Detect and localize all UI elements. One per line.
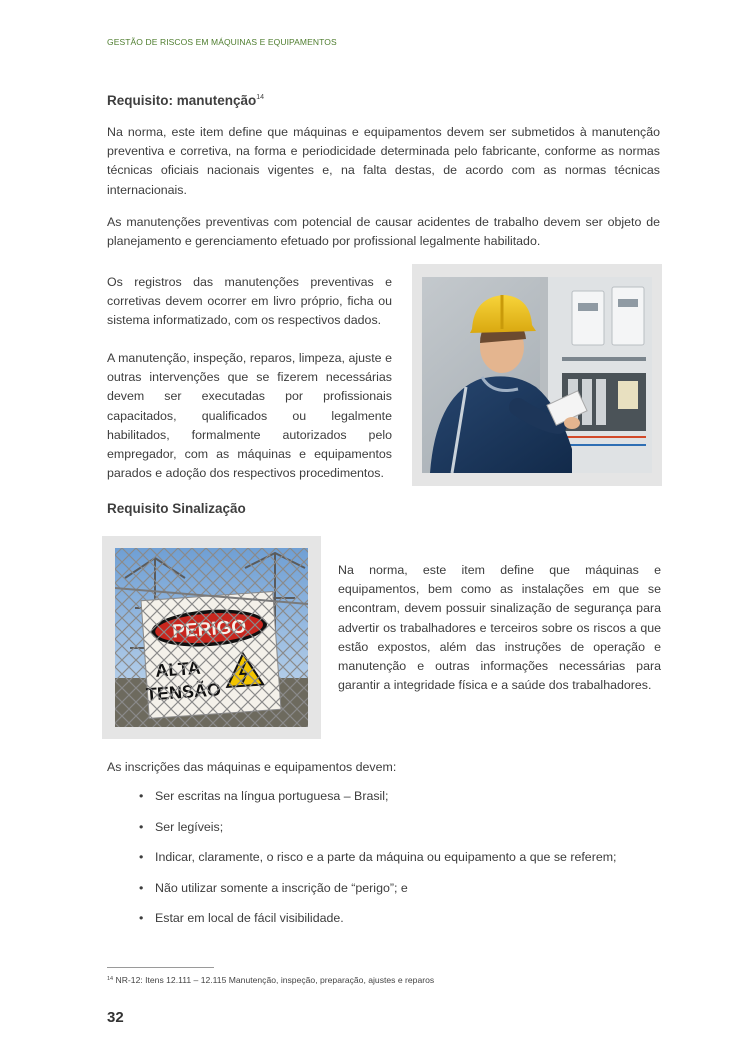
paragraph-intervencoes: A manutenção, inspeção, reparos, limpeza, ajuste e outras intervenções que se fizerem necessárias devem ser executadas por profissionais capacitados, qualificados ou legalmente habilitados, formalmente autorizados pelo empregador, com as máquinas e equipamentos parados e adoção dos respectivos procedimentos. — [107, 351, 392, 481]
list-item-text: Ser legíveis; — [155, 819, 224, 834]
page-number: 32 — [107, 1009, 124, 1026]
list-item — [125, 787, 616, 818]
list-item — [125, 909, 616, 940]
footnote — [107, 975, 434, 985]
list-item-text: Ser escritas na língua portuguesa – Brasil; — [155, 789, 389, 803]
bullet-icon: • — [139, 819, 144, 834]
inscricoes-list — [125, 787, 616, 940]
list-item — [125, 879, 616, 910]
heading-manutencao — [107, 93, 264, 108]
paragraph-registros: Os registros das manutenções preventivas e corretivas devem ocorrer em livro próprio, ficha ou sistema informatizado, com os respectivos dados. — [107, 275, 392, 328]
list-item — [125, 848, 616, 879]
bullet-icon: • — [139, 789, 144, 803]
bullet-icon: • — [139, 850, 144, 864]
heading-sinalizacao: Requisito Sinalização — [107, 501, 246, 516]
list-item — [125, 818, 616, 849]
running-header: GESTÃO DE RISCOS EM MÁQUINAS E EQUIPAMENTOS — [107, 37, 337, 47]
list-item-text: Estar em local de fácil visibilidade. — [155, 911, 344, 925]
footnote-text: NR-12: Itens 12.111 – 12.115 Manutenção, inspeção, preparação, ajustes e reparos — [115, 975, 435, 985]
footnote-ref: 14 — [256, 94, 265, 101]
photo-frame-electrician — [412, 264, 662, 486]
paragraph-sinalizacao: Na norma, este item define que máquinas e equipamentos, bem como as instalações em que se encontram, devem possuir sinalização de segurança para advertir os trabalhadores e terceiros sobre os riscos a que estão expostos, além das instruções de operação e manutenção e outras informações necessárias para garantir a integridade física e a saúde dos trabalhadores. — [338, 563, 661, 693]
paragraph-manutencao-preventiva: As manutenções preventivas com potencial de causar acidentes de trabalho devem ser objeto de planejamento e gerenciamento efetuado por profissional legalmente habilitado. — [107, 215, 660, 249]
bullet-icon: • — [139, 911, 144, 925]
electrician-photo — [422, 277, 652, 473]
footnote-number: 14 — [107, 976, 114, 982]
paragraph-inscricoes-intro: As inscrições das máquinas e equipamentos devem: — [107, 760, 397, 774]
footnote-divider — [107, 967, 214, 968]
warning-sign-photo — [115, 548, 308, 727]
bullet-icon: • — [139, 880, 144, 895]
heading-manutencao-text: Requisito: manutenção — [107, 93, 257, 108]
paragraph-manutencao-definicao: Na norma, este item define que máquinas e equipamentos devem ser submetidos à manutenção preventiva e corretiva, na forma e periodicidade determinada pelo fabricante, conforme as normas técnicas oficiais nacionais vigentes e, na falta destas, de acordo com as normas técnicas internacionais. — [107, 125, 660, 197]
photo-frame-warning-sign — [102, 536, 321, 739]
list-item-text: Indicar, claramente, o risco e a parte da máquina ou equipamento a que se referem; — [155, 850, 617, 864]
list-item-text: Não utilizar somente a inscrição de “perigo”; e — [155, 880, 408, 895]
